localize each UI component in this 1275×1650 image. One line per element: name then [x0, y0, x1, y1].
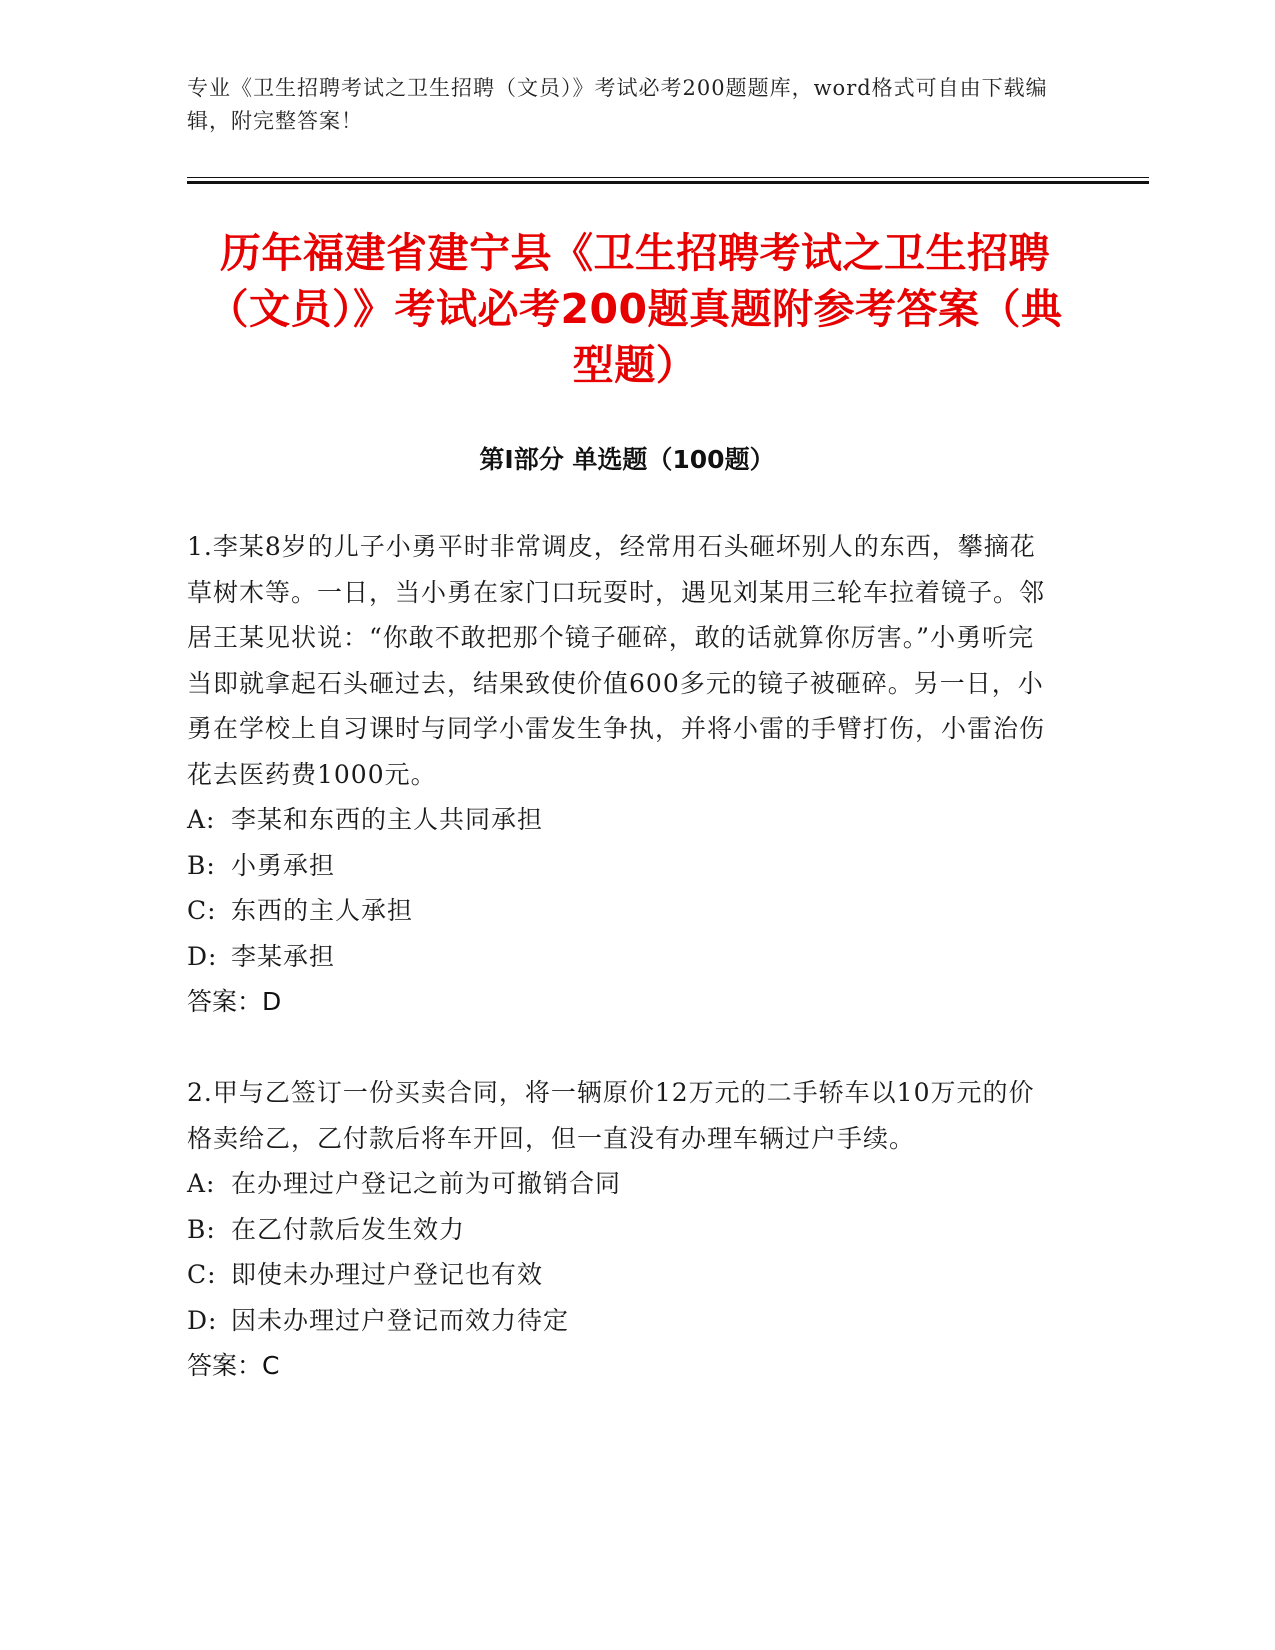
question-1 [187, 524, 1057, 1025]
answer-line: 答案：C [187, 1351, 280, 1380]
option-text: 即使未办理过户登记也有效 [231, 1260, 544, 1289]
option-text: 东西的主人承担 [231, 896, 414, 925]
option-b [187, 843, 1057, 889]
answer-line: 答案：D [187, 987, 282, 1016]
header-note: 专业《卫生招聘考试之卫生招聘（文员）》考试必考200题题库，word格式可自由下载编辑，附完整答案！ [187, 76, 1048, 133]
option-text: 李某承担 [231, 941, 336, 971]
option-letter: B: [187, 1214, 216, 1244]
header-divider-thick [187, 181, 1149, 184]
section-title: 第Ⅰ部分 单选题（100题） [479, 445, 775, 474]
option-a [187, 797, 1057, 843]
option-text: 在乙付款后发生效力 [231, 1214, 466, 1244]
question-stem: 1.李某8岁的儿子小勇平时非常调皮，经常用石头砸坏别人的东西，攀摘花草树木等。一日，当小勇在家门口玩耍时，遇见刘某用三轮车拉着镜子。邻居王某见状说：“你敢不敢把那个镜子砸碎，敢的话就算你厉害。”小勇听完当即就拿起石头砸过去，结果致使价值600多元的镜子被砸碎。另一日，小勇在学校上自习课时与同学小雷发生争执，并将小雷的手臂打伤，小雷治伤花去医药费1000元。 [187, 532, 1046, 789]
question-2 [187, 1070, 1057, 1389]
option-d [187, 934, 1057, 980]
option-letter: A: [187, 805, 216, 834]
header-divider-thin [187, 177, 1149, 178]
option-letter: D: [187, 941, 218, 971]
question-stem: 2.甲与乙签订一份买卖合同，将一辆原价12万元的二手轿车以10万元的价格卖给乙，乙付款后将车开回，但一直没有办理车辆过户手续。 [187, 1078, 1035, 1153]
option-c [187, 888, 1057, 934]
option-a [187, 1161, 1057, 1207]
option-letter: C: [187, 1260, 217, 1289]
option-letter: A: [187, 1169, 216, 1198]
option-c [187, 1252, 1057, 1298]
option-text: 小勇承担 [231, 850, 336, 880]
option-text: 在办理过户登记之前为可撤销合同 [231, 1169, 622, 1198]
document-title: 历年福建省建宁县《卫生招聘考试之卫生招聘（文员）》考试必考200题真题附参考答案（典型题） [207, 229, 1063, 389]
option-b [187, 1207, 1057, 1253]
option-text: 李某和东西的主人共同承担 [231, 805, 544, 834]
option-d [187, 1298, 1057, 1344]
option-text: 因未办理过户登记而效力待定 [231, 1305, 570, 1335]
option-letter: C: [187, 896, 217, 925]
option-letter: B: [187, 850, 216, 880]
option-letter: D: [187, 1305, 218, 1335]
